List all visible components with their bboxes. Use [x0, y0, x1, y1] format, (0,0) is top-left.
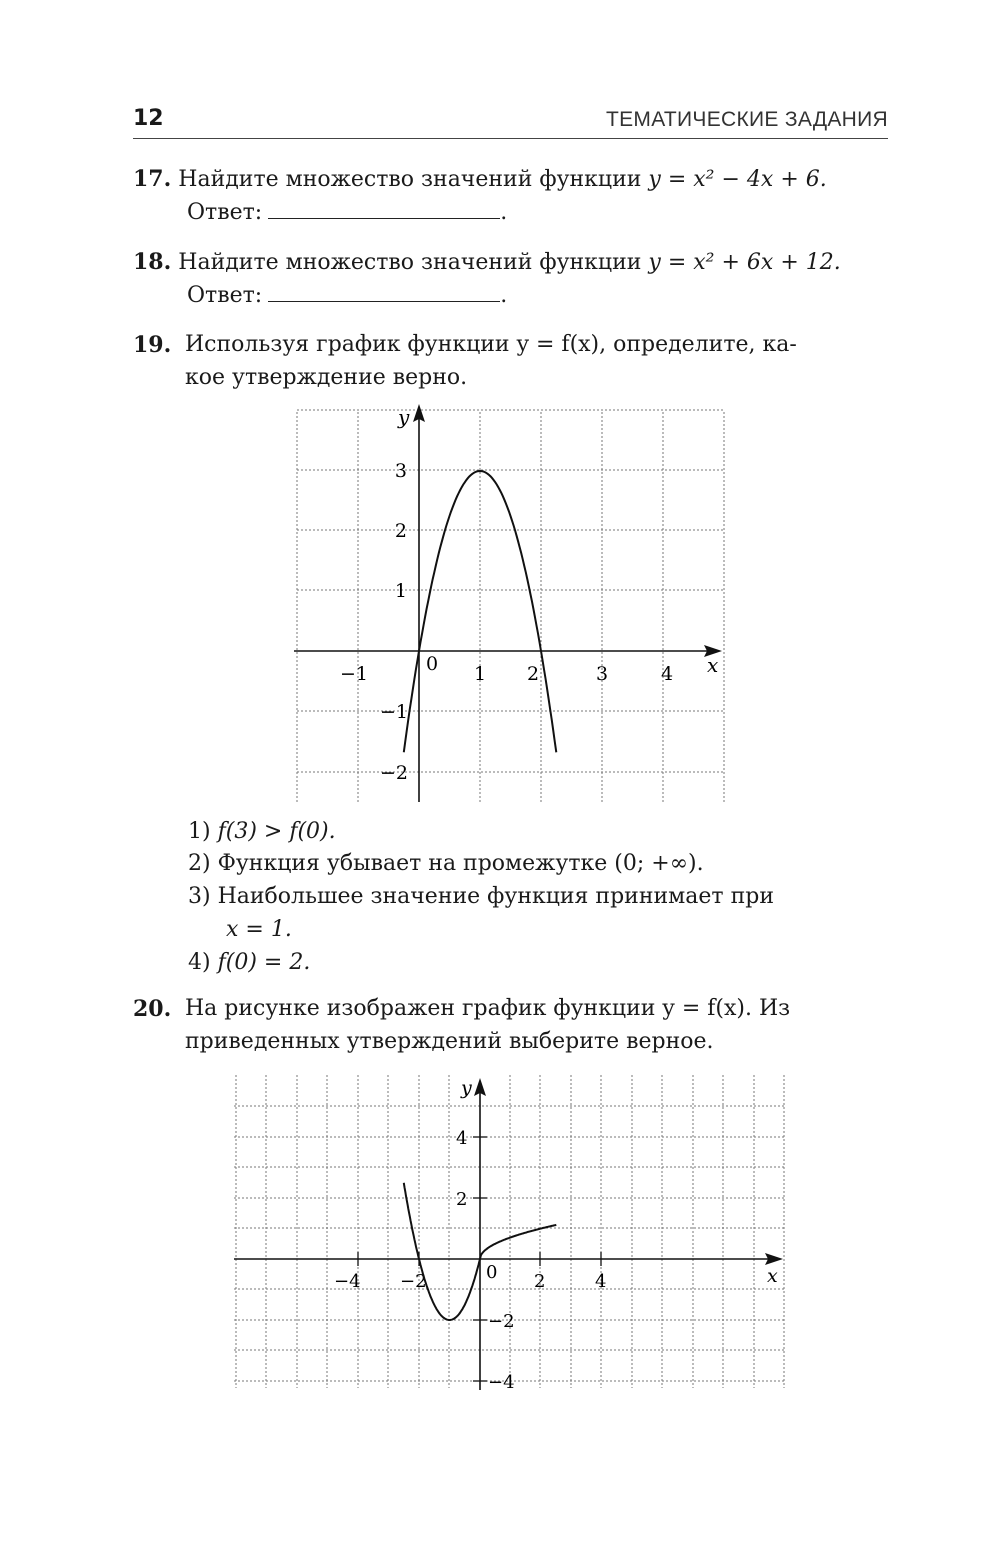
y-tick: 3	[394, 460, 407, 482]
chart-19	[280, 400, 740, 805]
x-tick: 2	[534, 1271, 546, 1292]
x-axis-label: x	[767, 1265, 778, 1287]
x-tick-labels	[334, 1262, 606, 1292]
option-text: f(0) = 2.	[217, 950, 311, 975]
option-text: f(3) > f(0).	[217, 819, 336, 844]
y-tick: 1	[394, 580, 407, 602]
option-number: 2)	[188, 851, 211, 876]
answer-row-18	[187, 282, 507, 310]
problem-19-line2: кое утверждение верно.	[185, 365, 468, 390]
x-tick: −4	[334, 1271, 361, 1292]
page-number: 12	[133, 106, 164, 131]
option-text: Наибольшее значение функция принимает при	[217, 884, 774, 909]
y-axis-label: y	[461, 1077, 472, 1099]
problem-20-line2: приведенных утверждений выберите верное.	[185, 1029, 714, 1054]
problem-19-line1: Используя график функции y = f(x), определите, ка-	[185, 332, 797, 357]
y-tick: 2	[394, 520, 407, 542]
chart-20	[230, 1070, 790, 1395]
y-tick-labels	[380, 460, 408, 784]
problem-number: 17.	[133, 166, 172, 192]
y-tick-labels	[456, 1128, 515, 1393]
chart-19-grid	[297, 410, 724, 802]
answer-blank[interactable]	[268, 283, 500, 302]
option-2[interactable]	[188, 850, 704, 878]
y-tick: −1	[379, 701, 408, 723]
option-3[interactable]	[188, 883, 774, 911]
x-tick-labels	[340, 653, 673, 685]
problem-number: 18.	[133, 249, 172, 275]
problem-number: 20.	[133, 996, 172, 1022]
answer-row-17	[187, 199, 507, 227]
x-tick: 2	[527, 663, 540, 685]
x-tick: −2	[400, 1271, 427, 1292]
x-tick: 3	[596, 663, 609, 685]
x-tick: −1	[340, 663, 369, 685]
option-3-continued: x = 1.	[226, 917, 292, 942]
answer-blank[interactable]	[268, 200, 500, 219]
option-4[interactable]	[188, 949, 310, 977]
x-tick: 0	[486, 1262, 498, 1283]
y-tick: −4	[488, 1372, 515, 1393]
chart-20-grid	[234, 1075, 784, 1388]
problem-text: Найдите множество значений функции	[178, 250, 642, 275]
problem-20-number	[133, 995, 171, 1024]
x-tick: 0	[426, 653, 439, 675]
option-text: Функция убывает на промежутке (0; +∞).	[217, 851, 704, 876]
page-header	[133, 104, 888, 139]
answer-end: .	[500, 200, 508, 225]
x-tick: 4	[661, 663, 674, 685]
answer-label: Ответ:	[187, 283, 263, 308]
problem-19-number	[133, 331, 171, 360]
option-number: 1)	[188, 819, 211, 844]
formula: y = x² − 4x + 6.	[648, 167, 827, 192]
formula: y = x² + 6x + 12.	[648, 250, 841, 275]
section-title: ТЕМАТИЧЕСКИЕ ЗАДАНИЯ	[606, 108, 888, 131]
answer-end: .	[500, 283, 508, 308]
y-tick: 2	[456, 1189, 468, 1210]
problem-17	[133, 165, 827, 194]
problem-20-line1: На рисунке изображен график функции y = f(x). Из	[185, 996, 791, 1021]
y-tick: −2	[379, 762, 408, 784]
x-axis-label: x	[707, 653, 719, 677]
option-1[interactable]	[188, 818, 336, 846]
option-number: 4)	[188, 950, 211, 975]
y-axis-label: y	[398, 405, 410, 429]
problem-number: 19.	[133, 332, 172, 358]
function-curve-root	[480, 1225, 556, 1259]
answer-label: Ответ:	[187, 200, 263, 225]
problem-18	[133, 248, 841, 277]
option-number: 3)	[188, 884, 211, 909]
function-curve-parabola	[404, 1183, 480, 1320]
y-tick: −2	[488, 1311, 515, 1332]
y-tick: 4	[456, 1128, 468, 1149]
problem-text: Найдите множество значений функции	[178, 167, 642, 192]
x-tick: 4	[595, 1271, 607, 1292]
x-tick: 1	[474, 663, 487, 685]
